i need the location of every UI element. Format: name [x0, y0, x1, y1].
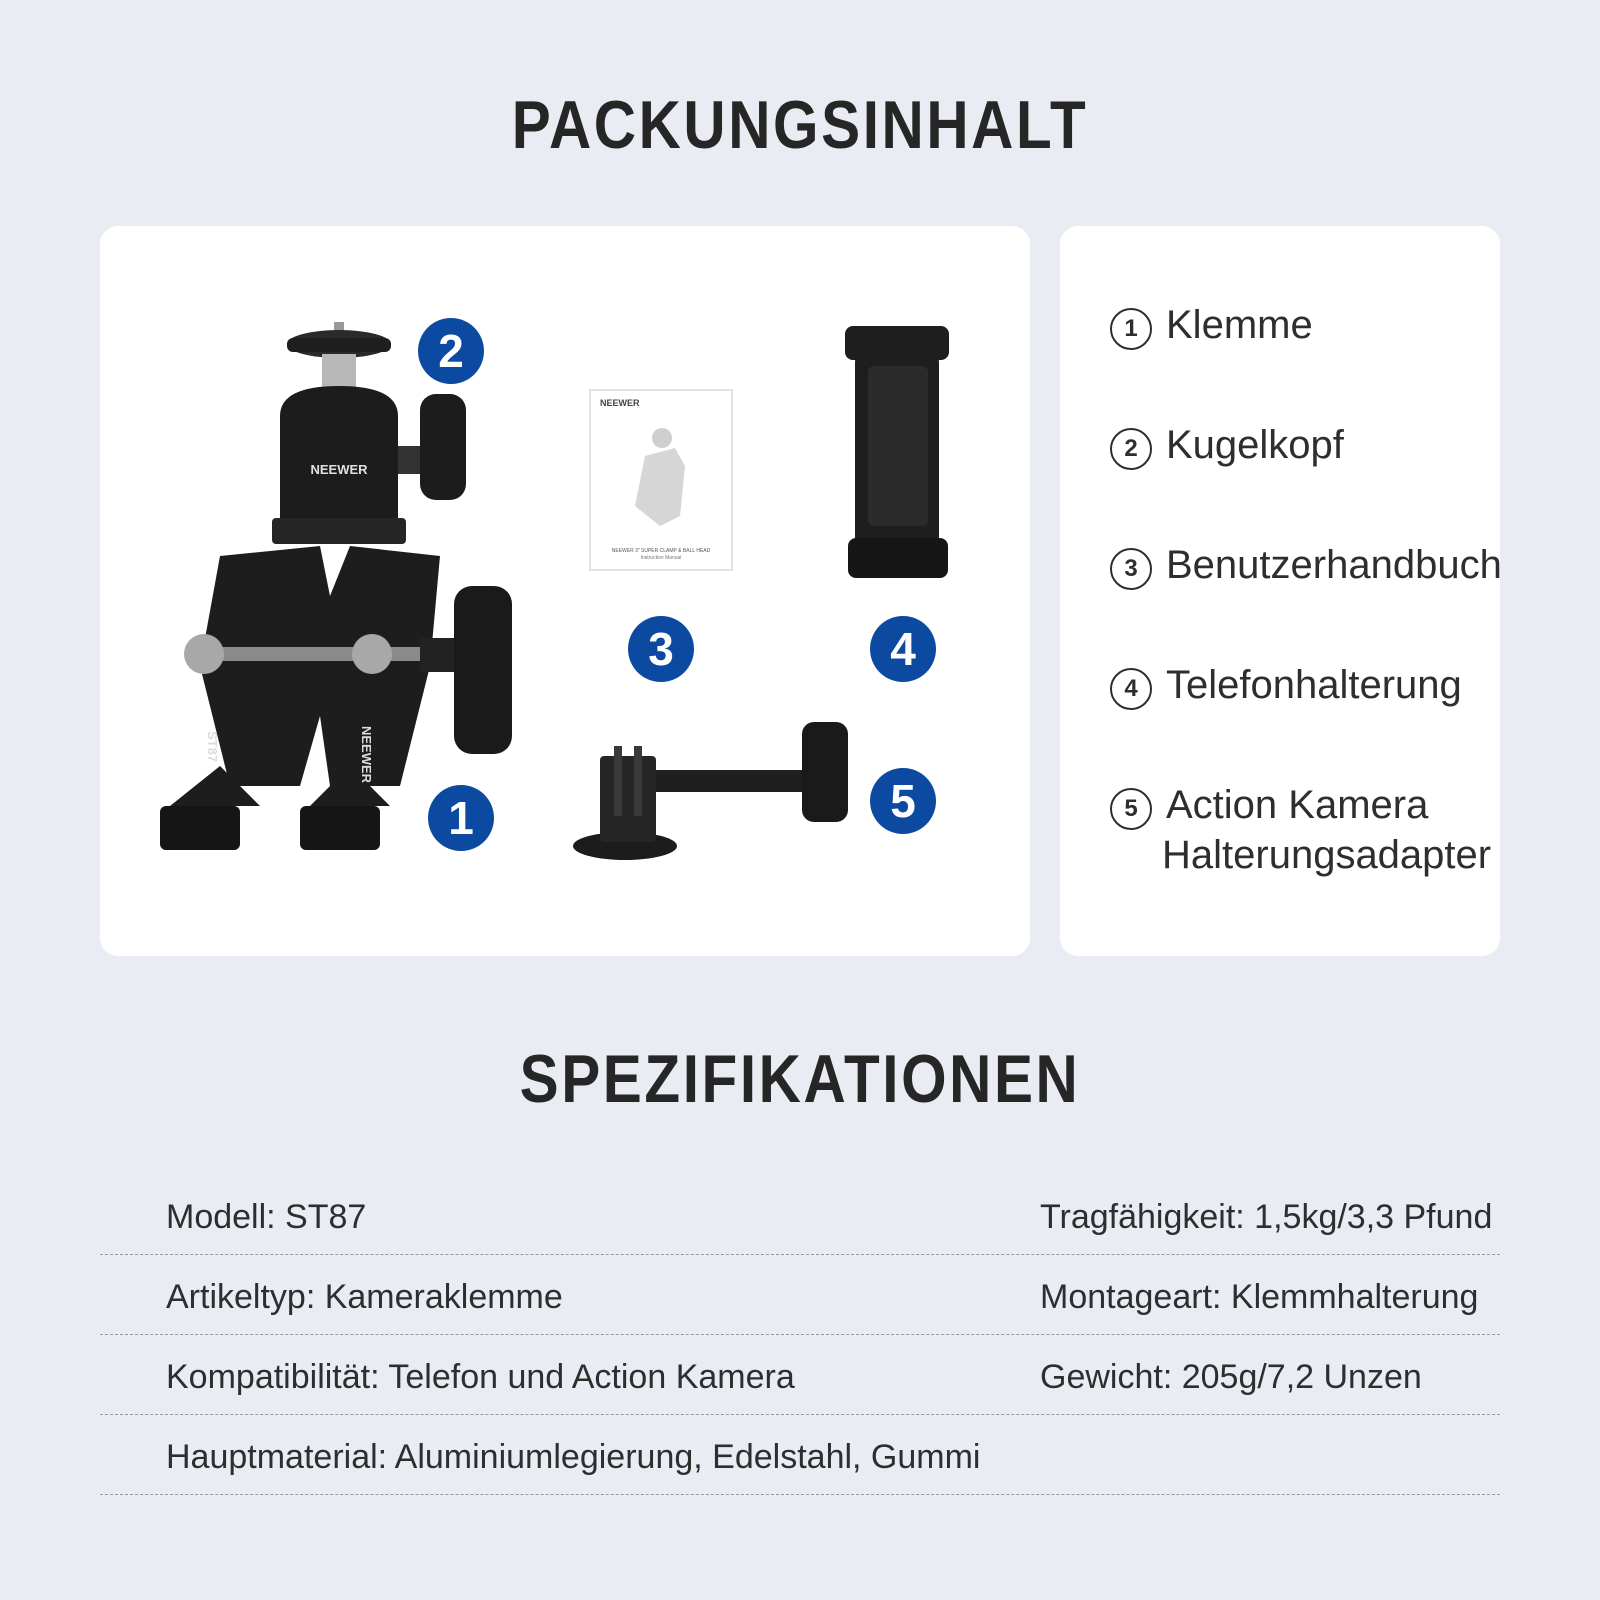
- spec-material: Hauptmaterial: Aluminiumlegierung, Edelstahl, Gummi: [166, 1438, 981, 1476]
- list-number: 3: [1110, 548, 1152, 590]
- spec-compatibility: Kompatibilität: Telefon und Action Kamera: [166, 1358, 795, 1396]
- list-item-label: Benutzerhandbuch: [1166, 543, 1502, 587]
- list-number: 1: [1110, 308, 1152, 350]
- list-item-label: Kugelkopf: [1166, 423, 1344, 467]
- action-camera-adapter-image: [573, 722, 848, 860]
- specifications-title: SPEZIFIKATIONEN: [519, 1041, 1081, 1117]
- spec-load-capacity: Tragfähigkeit: 1,5kg/3,3 Pfund: [1040, 1198, 1493, 1236]
- list-item-label: Telefonhalterung: [1166, 663, 1462, 707]
- list-number: 4: [1110, 668, 1152, 710]
- phone-holder-image: [845, 326, 949, 578]
- spec-row: [100, 1334, 1500, 1415]
- spec-row: [100, 1174, 1500, 1255]
- badge-5: 5: [870, 768, 936, 834]
- badge-1: 1: [428, 785, 494, 851]
- spec-model: Modell: ST87: [166, 1198, 367, 1236]
- list-item-phone-holder: [1110, 664, 1462, 710]
- ball-head-brand: NEEWER: [310, 462, 368, 477]
- list-item-label: Action Kamera: [1166, 783, 1429, 827]
- list-item-manual: [1110, 544, 1502, 590]
- manual-subtitle: Instruction Manual: [640, 555, 682, 561]
- manual-image: [590, 390, 732, 570]
- list-item-clamp: [1110, 304, 1313, 350]
- list-item-action-cam-adapter: [1110, 784, 1491, 880]
- package-contents-title: PACKUNGSINHALT: [511, 87, 1089, 163]
- list-item-label: Klemme: [1166, 303, 1313, 347]
- clamp-model-label: ST87: [205, 731, 220, 763]
- product-illustration: [100, 226, 1030, 956]
- spec-weight: Gewicht: 205g/7,2 Unzen: [1040, 1358, 1422, 1396]
- list-number: 2: [1110, 428, 1152, 470]
- spec-row: [100, 1254, 1500, 1335]
- badge-3: 3: [628, 616, 694, 682]
- product-image-card: [100, 226, 1030, 956]
- manual-title: NEEWER 3" SUPER CLAMP & BALL HEAD: [611, 548, 711, 554]
- clamp-brand-label: NEEWER: [359, 726, 374, 784]
- badge-2: 2: [418, 318, 484, 384]
- package-items-card: [1060, 226, 1500, 956]
- list-number: 5: [1110, 788, 1152, 830]
- manual-brand: NEEWER: [600, 398, 640, 408]
- list-item-sublabel: Halterungsadapter: [1162, 833, 1492, 877]
- list-item-text: [1162, 780, 1492, 880]
- list-item-ball-head: [1110, 424, 1344, 470]
- spec-item-type: Artikeltyp: Kameraklemme: [166, 1278, 563, 1316]
- spec-mount-type: Montageart: Klemmhalterung: [1040, 1278, 1479, 1316]
- badge-4: 4: [870, 616, 936, 682]
- spec-row: [100, 1414, 1500, 1495]
